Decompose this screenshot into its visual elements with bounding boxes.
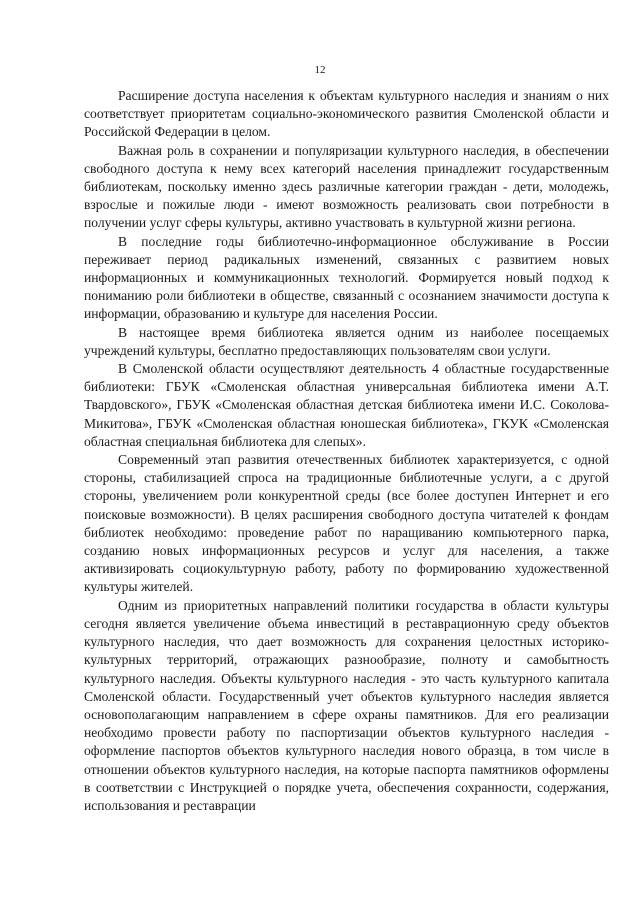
document-body: [84, 87, 609, 815]
paragraph: В последние годы библиотечно-информационное обслуживание в России переживает период радикальных изменений, связанных с развитием новых информационных и коммуникационных технологий. Формируется новый подход к пониманию роли библиотеки в обществе, связанный с осознанием значимости доступа к информации, образованию и культуре для населения России.: [84, 233, 609, 322]
paragraph: В настоящее время библиотека является одним из наиболее посещаемых учреждений культуры, бесплатно предоставляющих пользователям свои услуги.: [84, 324, 609, 358]
paragraph: Современный этап развития отечественных библиотек характеризуется, с одной стороны, стабилизацией спроса на традиционные библиотечные услуги, а с другой стороны, увеличением роли конкурентной среды (все более доступен Интернет и его поисковые возможности). В целях расширения свободного доступа читателей к фондам библиотек необходимо: проведение работ по наращиванию компьютерного парка, созданию новых информационных ресурсов и услуг для населения, а также активизировать социокультурную работу, работу по формированию художественной культуры жителей.: [84, 452, 609, 595]
page-number: 12: [314, 64, 326, 76]
paragraph: Расширение доступа населения к объектам культурного наследия и знаниям о них соответствует приоритетам социально-экономического развития Смоленской области и Российской Федерации в целом.: [84, 88, 609, 140]
paragraph: Важная роль в сохранении и популяризации культурного наследия, в обеспечении свободного доступа к нему всех категорий населения принадлежит государственным библиотекам, поскольку именно здесь различные категории граждан - дети, молодежь, взрослые и пожилые люди - имеют возможность реализовать свои потребности в получении услуг сферы культуры, активно участвовать в культурной жизни региона.: [84, 142, 609, 231]
paragraph: В Смоленской области осуществляют деятельность 4 областные государственные библиотеки: ГБУК «Смоленская областная универсальная библиотека имени А.Т. Твардовского», ГБУК «Смоленская областная детская библиотека имени И.С. Соколова-Микитова», ГБУК «Смоленская областная юношеская библиотека», ГКУК «Смоленская областная специальная библиотека для слепых».: [84, 361, 609, 449]
paragraph: Одним из приоритетных направлений политики государства в области культуры сегодня является увеличение объема инвестиций в реставрационную среду объектов культурного наследия, что дает возможность для сохранения целостных историко-культурных территорий, отражающих разнообразие, полноту и самобытность культурного наследия. Объекты культурного наследия - это часть культурного капитала Смоленской области. Государственный учет объектов культурного наследия является основополагающим направлением в сфере охраны памятников. Для его реализации необходимо провести работу по паспортизации объектов культурного наследия - оформление паспортов объектов культурного наследия нового образца, в том числе в отношении объектов культурного наследия, на которые паспорта памятников оформлены в соответствии с Инструкцией о порядке учета, обеспечения сохранности, содержания, использования и реставрации: [84, 597, 609, 813]
